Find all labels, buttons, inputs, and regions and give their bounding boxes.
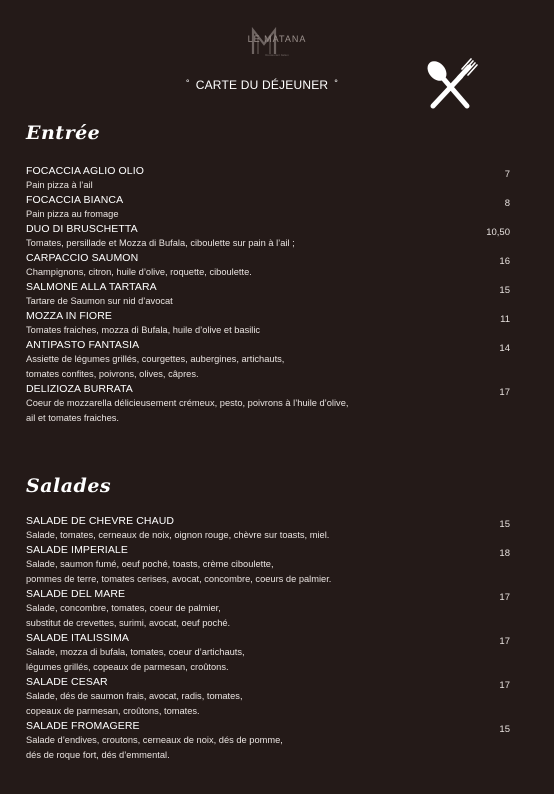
item-price: 10,50 [486, 227, 510, 238]
item-name: MOZZA IN FIORE [26, 310, 112, 322]
restaurant-logo [0, 22, 554, 62]
item-description: Coeur de mozzarella délicieusement crémeux, pesto, poivrons à l’huile d’olive, ail et tomates fraiches. [26, 398, 349, 423]
item-name: DUO DI BRUSCHETTA [26, 223, 138, 235]
item-price: 17 [499, 636, 510, 647]
menu-item [26, 251, 516, 280]
item-name: SALADE DEL MARE [26, 588, 126, 600]
item-name: SALADE DE CHEVRE CHAUD [26, 515, 175, 527]
item-price: 18 [499, 548, 510, 559]
title-ornament-right: ° [334, 78, 339, 88]
menu-title-text: CARTE DU DÉJEUNER [195, 78, 329, 92]
item-name: ANTIPASTO FANTASIA [26, 339, 140, 351]
item-name: FOCACCIA AGLIO OLIO [26, 165, 145, 177]
menu-item [26, 543, 516, 587]
item-description: Salade d’endives, croutons, cerneaux de noix, dés de pomme, dés de roque fort, dés d’emmental. [26, 735, 283, 760]
item-price: 15 [499, 724, 510, 735]
menu-item [26, 280, 516, 309]
item-price: 11 [500, 314, 510, 325]
menu-item [26, 222, 516, 251]
cutlery-icon [423, 58, 481, 112]
menu-item [26, 193, 516, 222]
item-name: FOCACCIA BIANCA [26, 194, 124, 206]
item-price: 14 [499, 343, 510, 354]
logo-text: LE MATANA [247, 34, 307, 44]
item-price: 17 [499, 680, 510, 691]
item-name: CARPACCIO SAUMON [26, 252, 139, 264]
item-description: Assiette de légumes grillés, courgettes, aubergines, artichauts, tomates confites, poivrons, olives, câpres. [26, 354, 285, 379]
title-ornament-left: ° [185, 78, 190, 88]
item-price: 8 [504, 198, 510, 209]
menu-item [26, 164, 516, 193]
menu-item [26, 631, 516, 675]
item-price: 16 [499, 256, 510, 267]
item-description: Pain pizza au fromage [26, 209, 119, 219]
menu-item [26, 382, 516, 426]
item-price: 15 [499, 285, 510, 296]
item-name: DELIZIOZA BURRATA [26, 383, 133, 395]
item-price: 7 [504, 169, 510, 180]
item-description: Salade, dés de saumon frais, avocat, radis, tomates, copeaux de parmesan, croûtons, tomates. [26, 691, 243, 716]
menu-item [26, 675, 516, 719]
item-description: Salade, concombre, tomates, coeur de palmier, substitut de crevettes, surimi, avocat, oeuf poché. [26, 603, 231, 628]
item-name: SALADE CESAR [26, 676, 108, 688]
item-name: SALMONE ALLA TARTARA [26, 281, 157, 293]
item-description: Salade, saumon fumé, oeuf poché, toasts, crème ciboulette, pommes de terre, tomates cerises, avocat, concombre, coeurs de palmier. [26, 559, 332, 584]
item-price: 17 [499, 592, 510, 603]
item-price: 15 [499, 519, 510, 530]
menu-item [26, 719, 516, 763]
entree-list [26, 164, 516, 426]
item-description: Pain pizza à l’ail [26, 180, 93, 190]
menu-item [26, 338, 516, 382]
logo-tagline: Restaurant Italien [265, 53, 289, 57]
salade-list [26, 514, 516, 763]
menu-item [26, 514, 516, 543]
section-heading-salades: Salades [26, 475, 112, 497]
item-description: Salade, mozza di bufala, tomates, coeur d’artichauts, légumes grillés, copeaux de parmesan, croûtons. [26, 647, 245, 672]
item-description: Tomates, persillade et Mozza di Bufala, ciboulette sur pain à l’ail ; [26, 238, 295, 248]
item-name: SALADE FROMAGERE [26, 720, 140, 732]
menu-item [26, 587, 516, 631]
item-name: SALADE ITALISSIMA [26, 632, 130, 644]
item-description: Tartare de Saumon sur nid d’avocat [26, 296, 173, 306]
item-description: Tomates fraiches, mozza di Bufala, huile d’olive et basilic [26, 325, 261, 335]
item-description: Champignons, citron, huile d’olive, roquette, ciboulette. [26, 267, 252, 277]
item-description: Salade, tomates, cerneaux de noix, oignon rouge, chèvre sur toasts, miel. [26, 530, 330, 540]
section-heading-entree: Entrée [26, 122, 101, 144]
item-name: SALADE IMPERIALE [26, 544, 128, 556]
item-price: 17 [499, 387, 510, 398]
menu-item [26, 309, 516, 338]
